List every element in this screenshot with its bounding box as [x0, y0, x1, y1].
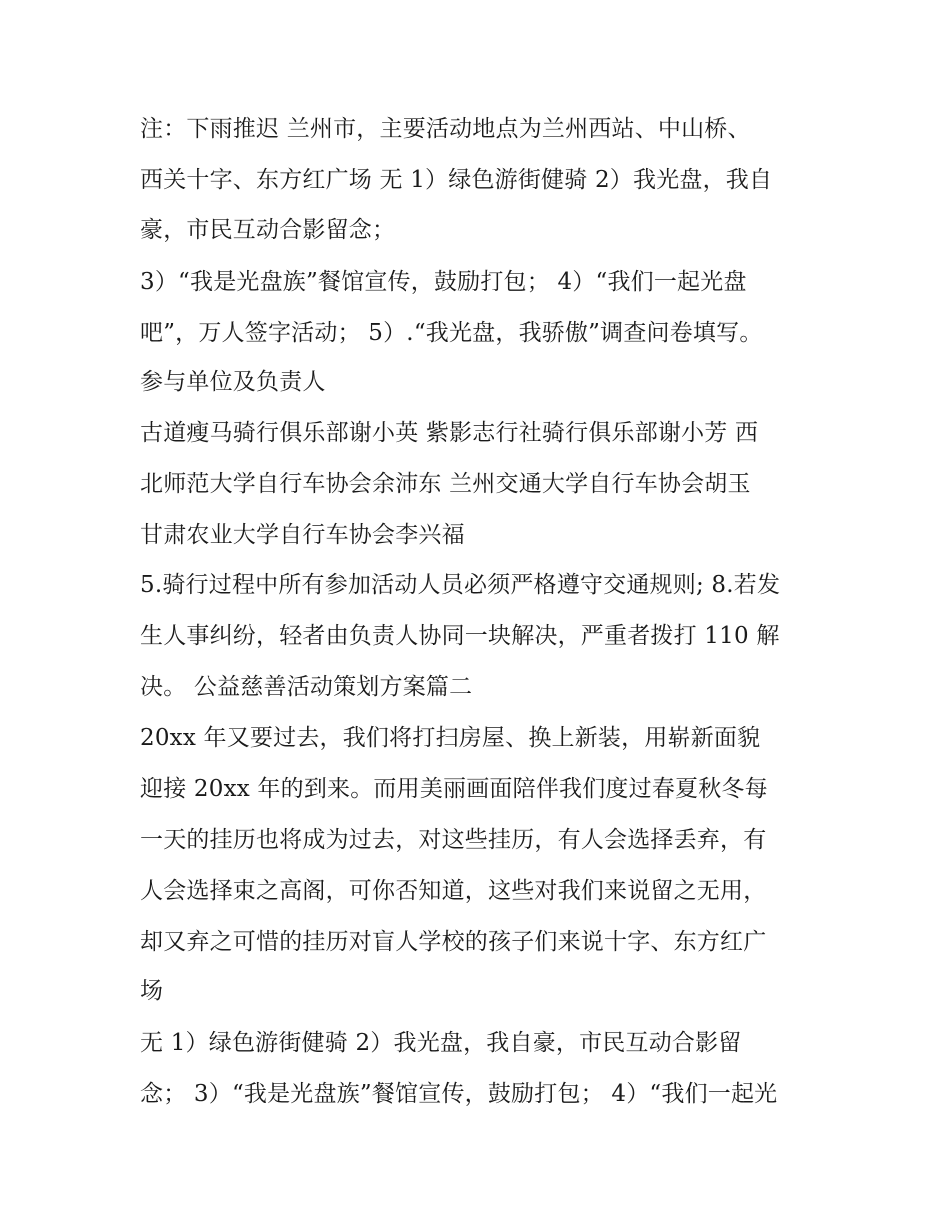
text-line: 迎接 20xx 年的到来。而用美丽画面陪伴我们度过春夏秋冬每 — [140, 776, 768, 802]
text-line: 场 — [140, 978, 164, 1004]
text-line: 豪，市民互动合影留念； — [140, 217, 396, 243]
text-line: 西关十字、东方红广场 无 1）绿色游街健骑 2）我光盘，我自 — [140, 167, 773, 193]
section-heading: 参与单位及负责人 — [140, 369, 326, 395]
text-line: 无 1）绿色游街健骑 2）我光盘，我自豪，市民互动合影留 — [140, 1030, 742, 1056]
text-line: 甘肃农业大学自行车协会李兴福 — [140, 522, 465, 548]
text-line: 北师范大学自行车协会余沛东 兰州交通大学自行车协会胡玉 — [140, 471, 751, 497]
text-line: 却又弃之可惜的挂历对盲人学校的孩子们来说十字、东方红广 — [140, 929, 767, 955]
text-line: 吧”，万人签字活动； 5）.“我光盘，我骄傲”调查问卷填写。 — [140, 320, 763, 346]
text-line: 5.骑行过程中所有参加活动人员必须严格遵守交通规则; 8.若发 — [140, 572, 781, 598]
text-line: 3）“我是光盘族”餐馆宣传，鼓励打包； 4）“我们一起光盘 — [140, 269, 747, 295]
text-line: 人会选择束之高阁，可你否知道，这些对我们来说留之无用， — [140, 878, 767, 904]
text-line: 古道瘦马骑行俱乐部谢小英 紫影志行社骑行俱乐部谢小芳 西 — [140, 420, 759, 446]
text-line: 念； 3）“我是光盘族”餐馆宣传，鼓励打包； 4）“我们一起光 — [140, 1081, 778, 1107]
text-line: 生人事纠纷，轻者由负责人协同一块解决，严重者拨打 110 解 — [140, 623, 780, 649]
text-line: 注：下雨推迟 兰州市，主要活动地点为兰州西站、中山桥、 — [140, 116, 751, 142]
text-line: 20xx 年又要过去，我们将打扫房屋、换上新装，用崭新面貌 — [140, 725, 761, 751]
text-line: 一天的挂历也将成为过去，对这些挂历，有人会选择丢弃，有 — [140, 827, 767, 853]
text-line: 决。 公益慈善活动策划方案篇二 — [140, 674, 473, 700]
